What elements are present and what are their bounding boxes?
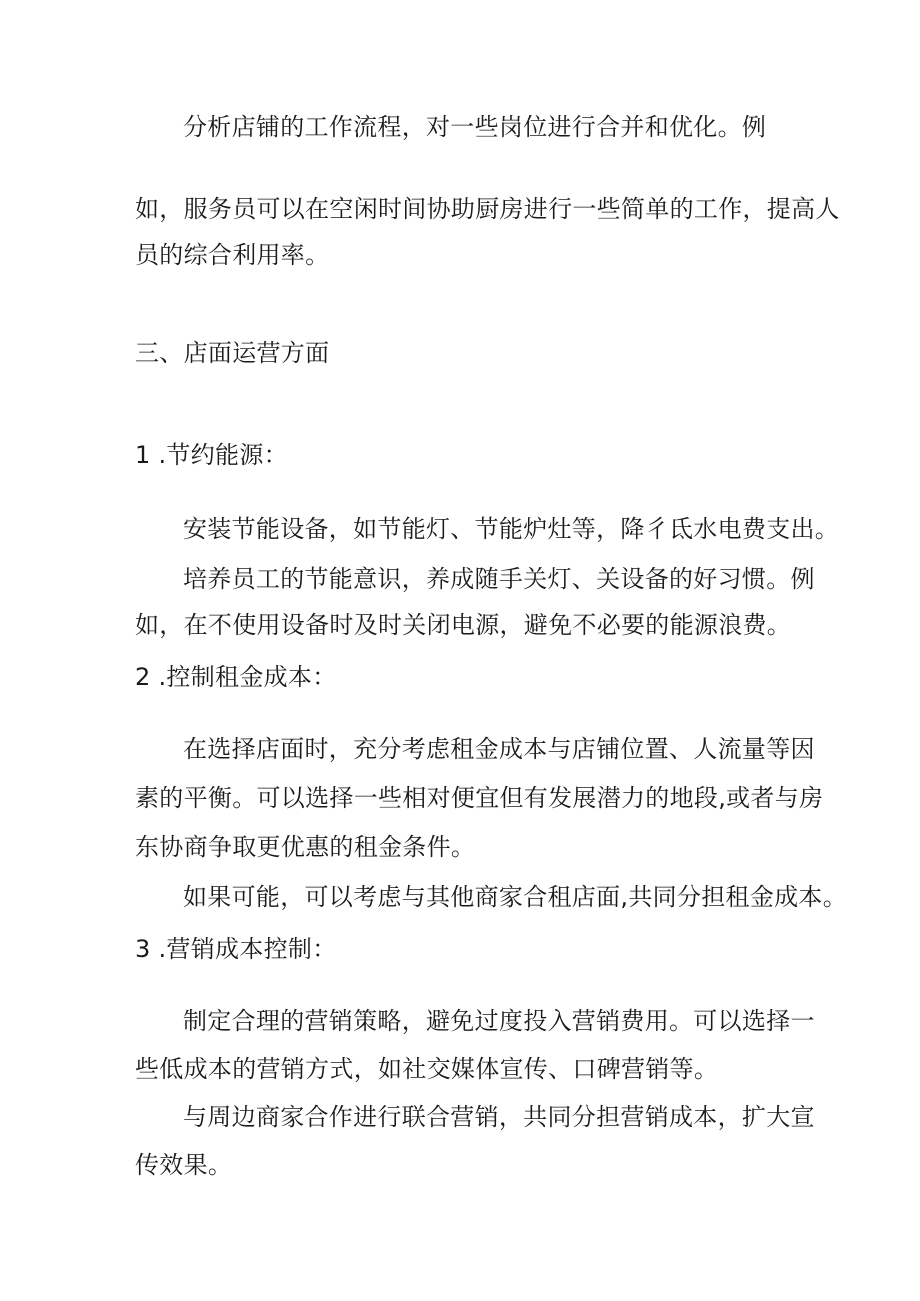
section-heading: 三、店面运营方面: [135, 339, 330, 367]
paragraph-line: 在选择店面时，充分考虑租金成本与店铺位置、人流量等因: [183, 735, 815, 763]
paragraph-line: 些低成本的营销方式，如社交媒体宣传、口碑营销等。: [135, 1055, 719, 1083]
paragraph-line: 培养员工的节能意识，养成随手关灯、关设备的好习惯。例: [183, 565, 815, 593]
paragraph-line: 东协商争取更优惠的租金条件。: [135, 833, 476, 861]
paragraph-line: 如果可能，可以考虑与其他商家合租店面,共同分担租金成本。: [183, 883, 848, 911]
paragraph-line: 如，在不使用设备时及时关闭电源，避免不必要的能源浪费。: [135, 611, 792, 639]
paragraph-line: 素的平衡。可以选择一些相对便宜但有发展潜力的地段,或者与房: [135, 784, 824, 812]
paragraph-line: 传效果。: [135, 1151, 233, 1179]
subsection-heading: 1 .节约能源：: [135, 441, 288, 469]
subsection-heading: 3 .营销成本控制：: [135, 935, 337, 963]
paragraph-line: 制定合理的营销策略，避免过度投入营销费用。可以选择一: [183, 1007, 815, 1035]
paragraph-line: 如，服务员可以在空闲时间协助厨房进行一些简单的工作，提高人: [135, 195, 840, 223]
paragraph-line: 员的综合利用率。: [135, 241, 330, 269]
paragraph-line: 分析店铺的工作流程，对一些岗位进行合并和优化。例: [183, 113, 767, 141]
paragraph-line: 与周边商家合作进行联合营销，共同分担营销成本，扩大宣: [183, 1103, 815, 1131]
subsection-heading: 2 .控制租金成本：: [135, 663, 337, 691]
paragraph-line: 安装节能设备，如节能灯、节能炉灶等，降彳氐水电费支出。: [183, 515, 840, 543]
